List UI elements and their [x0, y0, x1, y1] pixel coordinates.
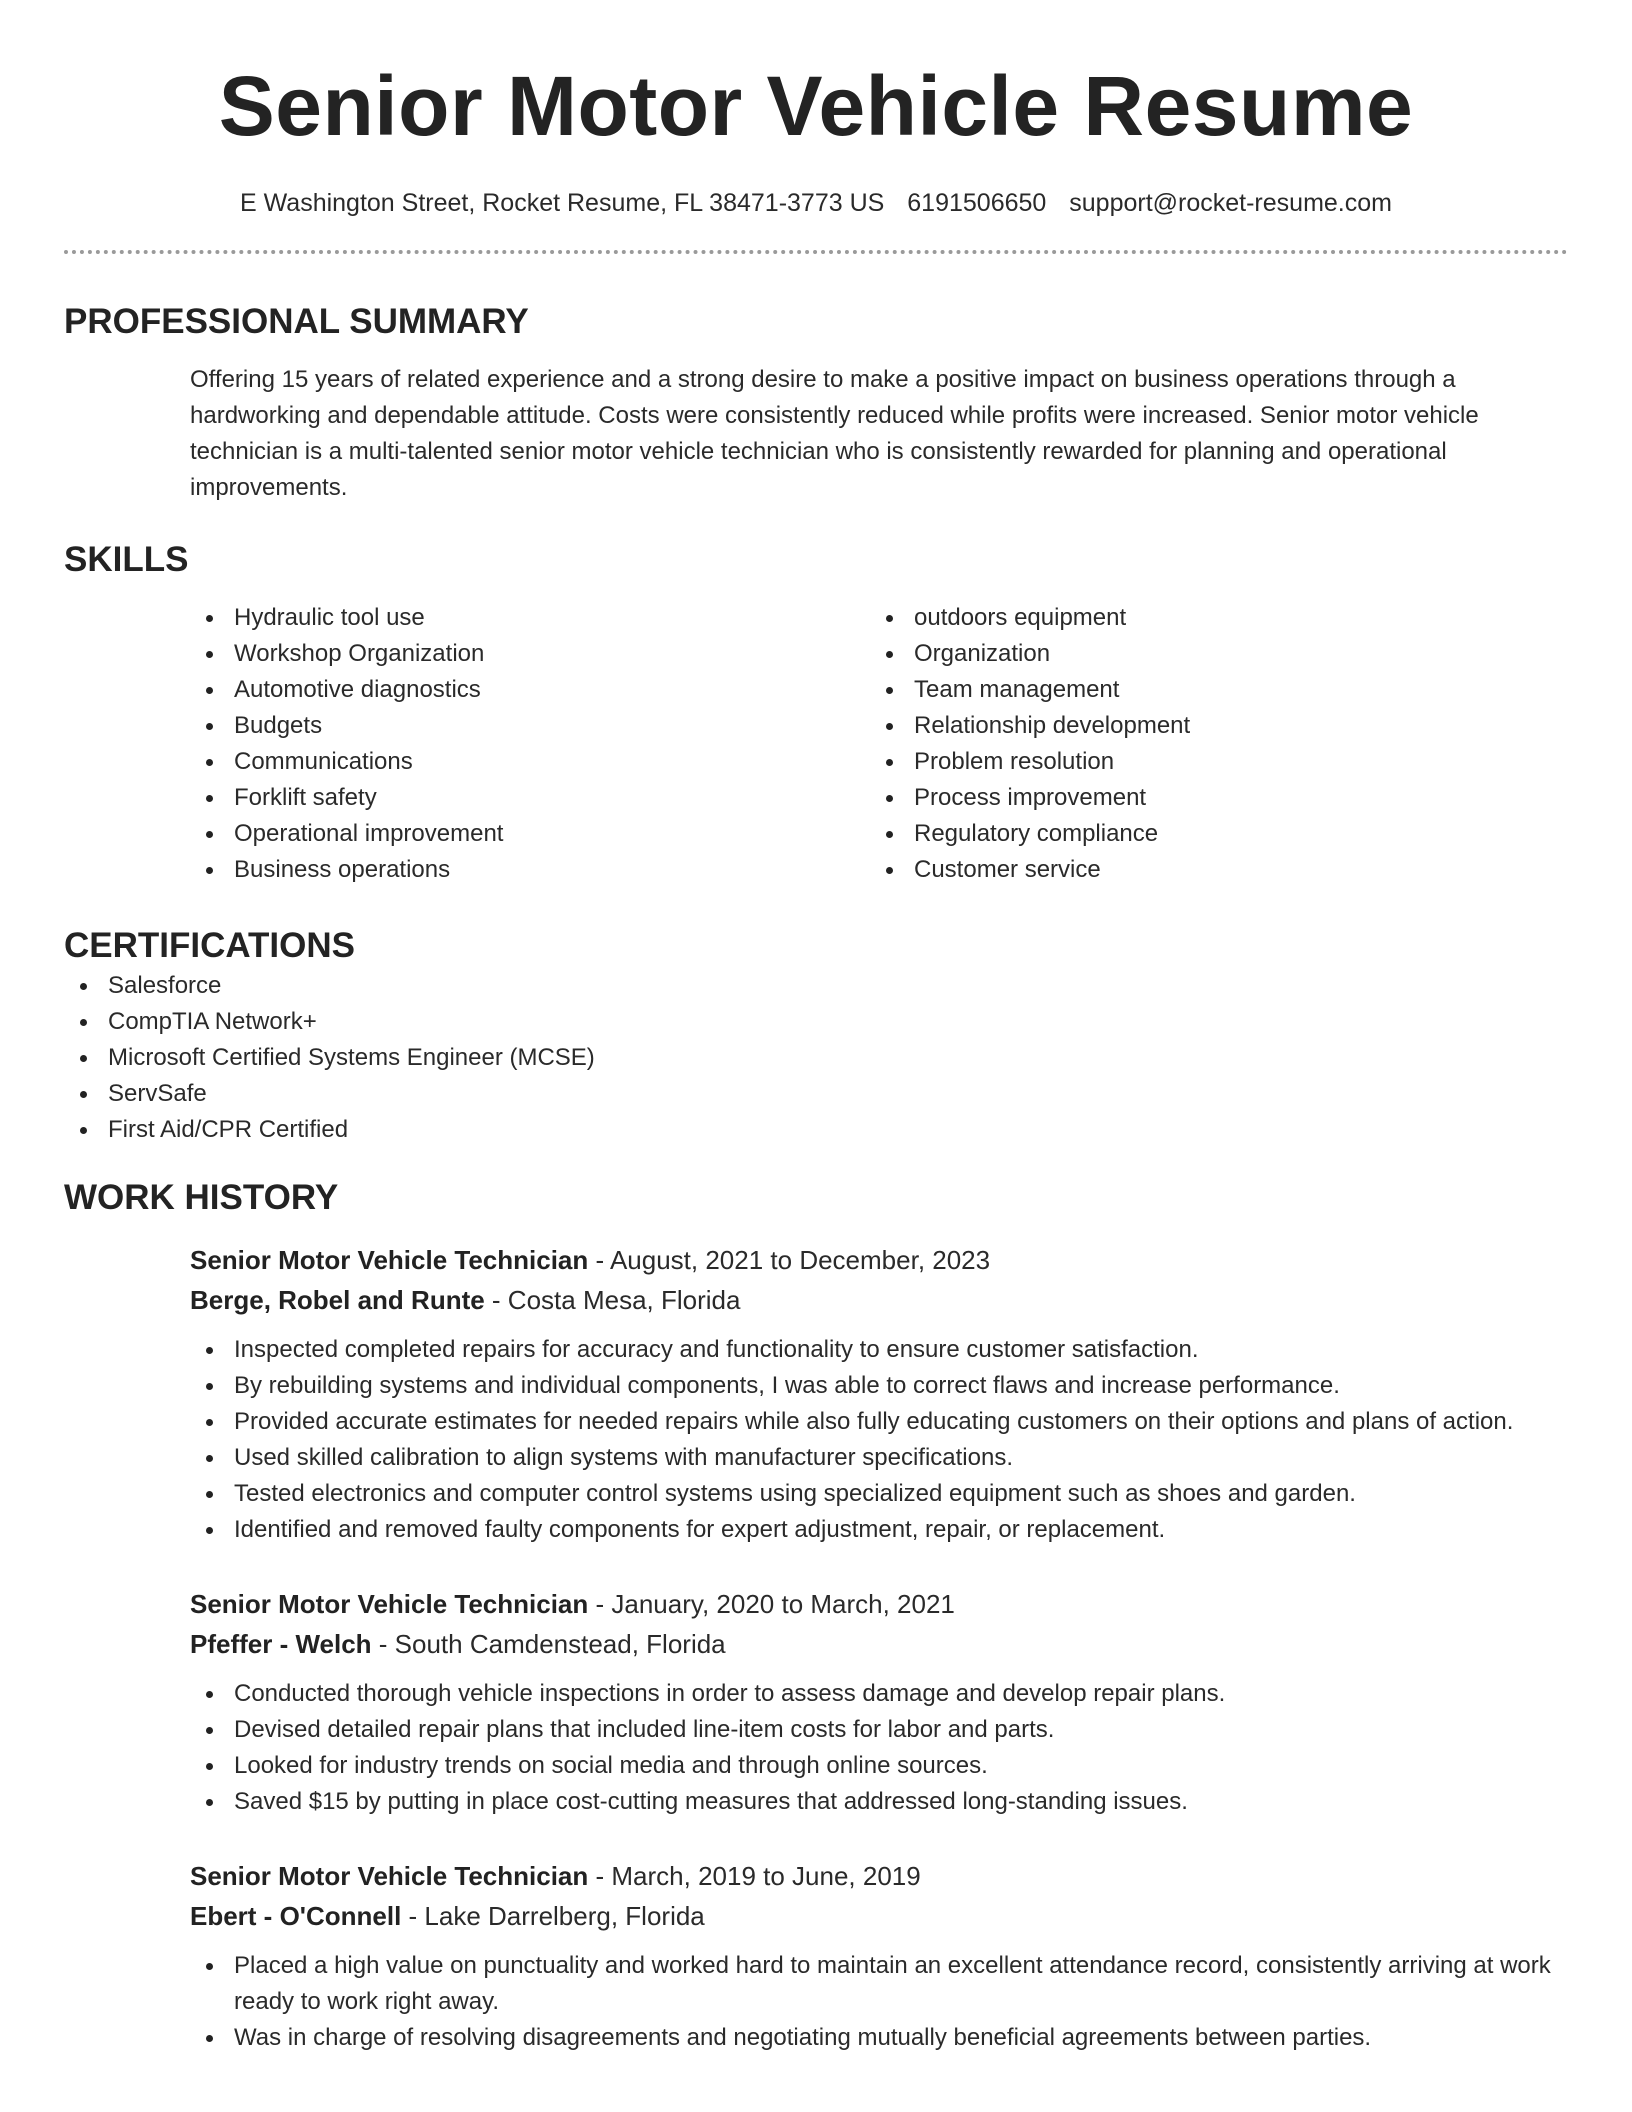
- certifications-list: [64, 968, 1568, 1148]
- contact-line: [64, 186, 1568, 220]
- certifications-heading: CERTIFICATIONS: [64, 926, 356, 965]
- resume-title: Senior Motor Vehicle Resume: [218, 59, 1414, 153]
- summary-section: [64, 300, 1568, 506]
- job-bullet: Placed a high value on punctuality and worked hard to maintain an excellent attendance record, consistently arriving at work ready to work right away.: [190, 1948, 1568, 2020]
- skill-item: Relationship development: [870, 708, 1550, 744]
- certification-item: Microsoft Certified Systems Engineer (MCSE): [64, 1040, 1568, 1076]
- certification-item: Salesforce: [64, 968, 1568, 1004]
- job-dates: - March, 2019 to June, 2019: [588, 1861, 921, 1891]
- job-role: Senior Motor Vehicle Technician: [190, 1245, 589, 1275]
- job-location: - South Camdenstead, Florida: [371, 1629, 726, 1659]
- skill-item: Hydraulic tool use: [190, 600, 870, 636]
- skill-item: Team management: [870, 672, 1550, 708]
- job-bullet: Devised detailed repair plans that included line-item costs for labor and parts.: [190, 1712, 1568, 1748]
- job-company: Pfeffer - Welch: [190, 1629, 372, 1659]
- skills-grid: [190, 600, 1568, 888]
- job-bullets: [190, 1948, 1568, 2056]
- skill-item: Budgets: [190, 708, 870, 744]
- job-title-line: [190, 1856, 1568, 1896]
- certification-item: CompTIA Network+: [64, 1004, 1568, 1040]
- skill-item: Automotive diagnostics: [190, 672, 870, 708]
- job-dates: - January, 2020 to March, 2021: [588, 1589, 955, 1619]
- skill-item: Workshop Organization: [190, 636, 870, 672]
- job-bullet: By rebuilding systems and individual components, I was able to correct flaws and increase performance.: [190, 1368, 1568, 1404]
- skill-item: Problem resolution: [870, 744, 1550, 780]
- job-bullet: Was in charge of resolving disagreements and negotiating mutually beneficial agreements between parties.: [190, 2020, 1568, 2056]
- skill-item: Customer service: [870, 852, 1550, 888]
- job-company: Ebert - O'Connell: [190, 1901, 402, 1931]
- job-bullet: Identified and removed faulty components for expert adjustment, repair, or replacement.: [190, 1512, 1568, 1548]
- summary-heading: PROFESSIONAL SUMMARY: [64, 302, 529, 341]
- contact-address: E Washington Street, Rocket Resume, FL 38471-3773 US: [240, 189, 885, 217]
- job-entry: [190, 1240, 1568, 1548]
- job-bullet: Tested electronics and computer control systems using specialized equipment such as shoes and garden.: [190, 1476, 1568, 1512]
- job-bullet: Inspected completed repairs for accuracy and functionality to ensure customer satisfaction.: [190, 1332, 1568, 1368]
- job-bullet: Looked for industry trends on social media and through online sources.: [190, 1748, 1568, 1784]
- job-location: - Lake Darrelberg, Florida: [401, 1901, 705, 1931]
- job-entry: [190, 1584, 1568, 1820]
- job-entry: [190, 1856, 1568, 2056]
- skill-item: Business operations: [190, 852, 870, 888]
- skills-section: [64, 538, 1568, 888]
- header-divider: [64, 250, 1568, 254]
- certification-item: First Aid/CPR Certified: [64, 1112, 1568, 1148]
- work-history-section: [64, 1176, 1568, 2056]
- summary-text: Offering 15 years of related experience and a strong desire to make a positive impact on business operations through a hardworking and dependable attitude. Costs were consistently reduced while profits were increased. Senior motor vehicle technician is a multi-talented senior motor vehicle technician who is consistently rewarded for planning and operational improvements.: [190, 366, 1479, 501]
- skills-column-right: [870, 600, 1550, 888]
- job-dates: - August, 2021 to December, 2023: [588, 1245, 991, 1275]
- skill-item: Organization: [870, 636, 1550, 672]
- job-bullet: Saved $15 by putting in place cost-cutting measures that addressed long-standing issues.: [190, 1784, 1568, 1820]
- job-title-line: [190, 1584, 1568, 1624]
- job-bullets: [190, 1332, 1568, 1548]
- job-role: Senior Motor Vehicle Technician: [190, 1861, 589, 1891]
- job-company-line: [190, 1624, 1568, 1664]
- job-company-line: [190, 1280, 1568, 1320]
- skill-item: Regulatory compliance: [870, 816, 1550, 852]
- skill-item: Process improvement: [870, 780, 1550, 816]
- job-bullet: Provided accurate estimates for needed repairs while also fully educating customers on their options and plans of action.: [190, 1404, 1568, 1440]
- certifications-section: [64, 924, 1568, 1148]
- job-title-line: [190, 1240, 1568, 1280]
- skills-column-left: [190, 600, 870, 888]
- job-bullets: [190, 1676, 1568, 1820]
- job-location: - Costa Mesa, Florida: [484, 1285, 741, 1315]
- job-company: Berge, Robel and Runte: [190, 1285, 485, 1315]
- skills-heading: SKILLS: [64, 540, 189, 579]
- skill-item: Operational improvement: [190, 816, 870, 852]
- skill-item: outdoors equipment: [870, 600, 1550, 636]
- job-company-line: [190, 1896, 1568, 1936]
- certification-item: ServSafe: [64, 1076, 1568, 1112]
- skill-item: Forklift safety: [190, 780, 870, 816]
- contact-phone: 6191506650: [907, 189, 1047, 217]
- contact-email: support@rocket-resume.com: [1069, 189, 1392, 217]
- job-role: Senior Motor Vehicle Technician: [190, 1589, 589, 1619]
- skill-item: Communications: [190, 744, 870, 780]
- work-history-heading: WORK HISTORY: [64, 1178, 339, 1217]
- job-bullet: Conducted thorough vehicle inspections in order to assess damage and develop repair plans.: [190, 1676, 1568, 1712]
- job-bullet: Used skilled calibration to align systems with manufacturer specifications.: [190, 1440, 1568, 1476]
